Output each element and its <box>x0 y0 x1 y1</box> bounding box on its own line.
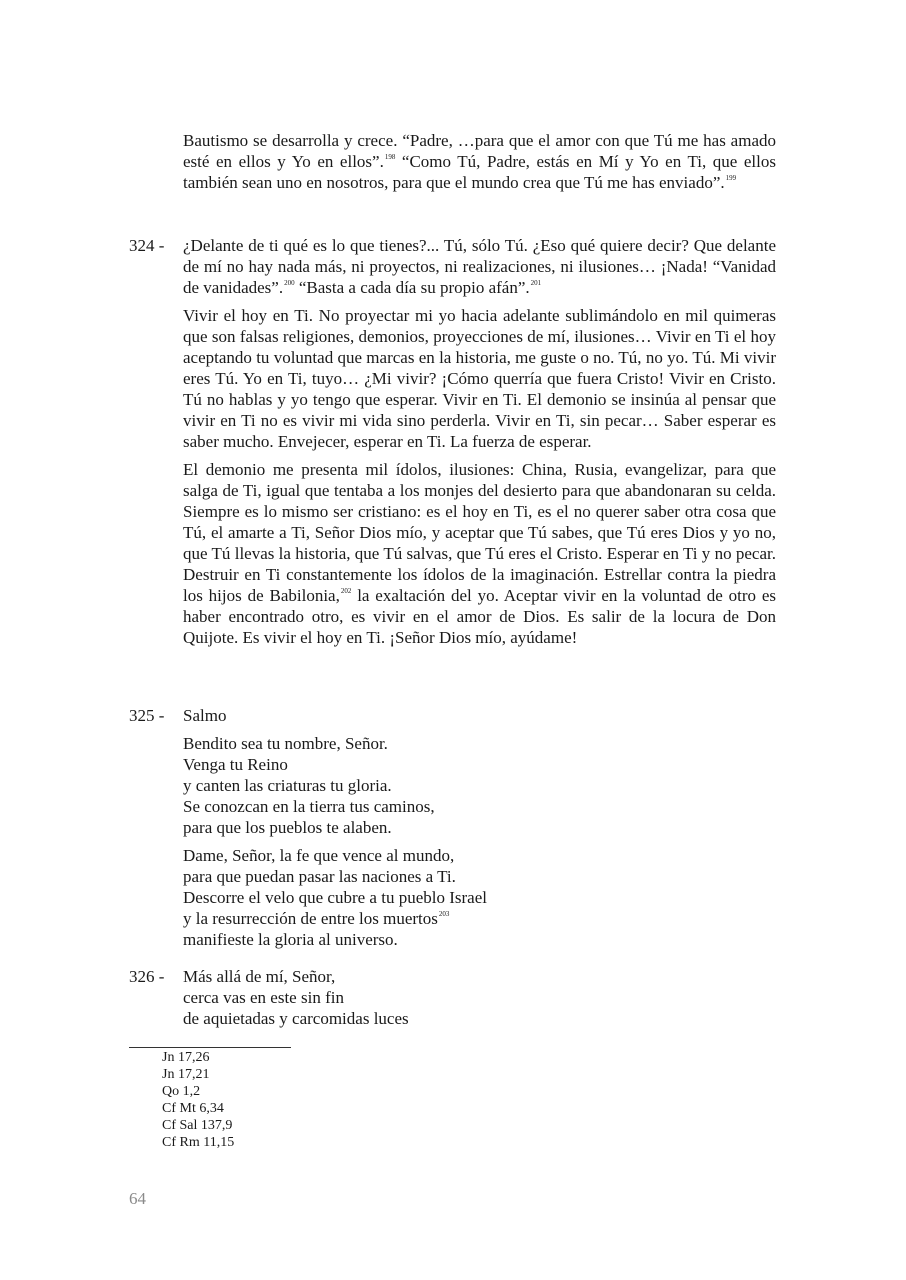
verse-line: y canten las criaturas tu gloria. <box>183 776 392 795</box>
intro-paragraph: Bautismo se desarrolla y crece. “Padre, …para que el amor con que Tú me has amado esté en ellos y Yo en ellos”.$^{198}$ “Como Tú, Padre, estás en Mí y Yo en Ti, que ellos también sean uno en nosotros, para que el mundo crea que Tú me has enviado”.$^{199}$ <box>183 131 776 192</box>
footnote-ref-199[interactable]: 199 <box>725 174 737 182</box>
verse-line: Bendito sea tu nombre, Señor. <box>183 734 388 753</box>
verse-line: para que los pueblos te alaben. <box>183 818 392 837</box>
footnote-ref-200[interactable]: 200 <box>284 279 295 287</box>
verse-line: cerca vas en este sin fin <box>183 988 344 1007</box>
verse-line: Descorre el velo que cubre a tu pueblo Israel <box>183 888 487 907</box>
verse-line: Más allá de mí, Señor, <box>183 967 336 986</box>
psalm-title: Salmo <box>183 706 227 725</box>
verse-line: Se conozcan en la tierra tus caminos, <box>183 797 435 816</box>
psalm-stanza-2 <box>183 845 776 950</box>
section-number: 324 - <box>129 236 165 255</box>
verse-line: Dame, Señor, la fe que vence al mundo, <box>183 846 455 865</box>
intro-block <box>129 130 776 193</box>
poem-lines <box>183 966 776 1029</box>
verse-line: Venga tu Reino <box>183 755 288 774</box>
footnote-ref-202[interactable]: 202 <box>340 587 352 595</box>
section-number: 325 - <box>129 706 165 725</box>
section-324 <box>129 235 776 648</box>
footnote-item: Cf Sal 137,9 <box>162 1118 233 1133</box>
footnotes <box>162 1049 234 1151</box>
footnote-item: Qo 1,2 <box>162 1084 201 1099</box>
footnote-ref-201[interactable]: 201 <box>530 279 542 287</box>
verse-line: para que puedan pasar las naciones a Ti. <box>183 867 456 886</box>
verse-line: de aquietadas y carcomidas luces <box>183 1009 409 1028</box>
footnote-divider <box>129 1047 291 1048</box>
footnote-item: Jn 17,26 <box>162 1050 210 1065</box>
footnote-item: Cf Mt 6,34 <box>162 1101 224 1116</box>
footnote-item: Jn 17,21 <box>162 1067 210 1082</box>
section-324-paragraph-2: Vivir el hoy en Ti. No proyectar mi yo hacia adelante sublimándolo en mil quimeras que son falsas religiones, demonios, proyecciones de mí, ilusiones… Vivir en Ti el hoy aceptando tu voluntad que marcas en la historia, me guste o no. Tú, no yo. Tú. Mi vivir eres Tú. Yo en Ti, tuyo… ¿Mi vivir? ¡Cómo querría que fuera Cristo! Vivir en Cristo. Tú no hablas y yo tengo que esperar. Vivir en Ti. El demonio se insinúa al pensar que vivir en Ti no es vivir mi vida sino perderla. Vivir en Ti, sin pecar… Saber esperar es saber mucho. Envejecer, esperar en Ti. La fuerza de esperar. <box>183 306 776 451</box>
footnote-ref-203[interactable]: 203 <box>438 910 450 918</box>
verse-line: manifieste la gloria al universo. <box>183 930 398 949</box>
section-326 <box>129 966 776 1029</box>
psalm-stanza-1 <box>183 733 776 838</box>
section-324-paragraph-1: ¿Delante de ti qué es lo que tienes?... Tú, sólo Tú. ¿Eso qué quiere decir? Que delante de mí no hay nada más, ni proyectos, ni realizaciones, ni ilusiones… ¡Nada! “Vanidad de vanidades”.$^{200}$ “Basta a cada día su propio afán”.$^{201}$ <box>183 236 776 297</box>
verse-line: y la resurrección de entre los muertos$^{203}$ <box>183 909 450 928</box>
footnote-item: Cf Rm 11,15 <box>162 1135 235 1150</box>
section-number: 326 - <box>129 967 165 986</box>
page-number: 64 <box>129 1189 146 1208</box>
section-325 <box>129 705 776 950</box>
footnote-ref-198[interactable]: 198 <box>384 153 396 161</box>
section-324-paragraph-3: El demonio me presenta mil ídolos, ilusiones: China, Rusia, evangelizar, para que salga de Ti, igual que tentaba a los monjes del desierto para que abandonaran su celda. Siempre es lo mismo ser cristiano: es el hoy en Ti, es el no querer saber otra cosa que Tú, el amarte a Ti, Señor Dios mío, y aceptar que Tú sabes, que Tú eres Dios y yo no, que Tú llevas la historia, que Tú salvas, que Tú eres el Cristo. Esperar en Ti y no pecar. Destruir en Ti constantemente los ídolos de la imaginación. Estrellar contra la piedra los hijos de Babilonia,$^{202}$ la exaltación del yo. Aceptar vivir en la voluntad de otro es haber encontrado otro, es vivir en el amor de Dios. Es salir de la locura de Don Quijote. Es vivir el hoy en Ti. ¡Señor Dios mío, ayúdame! <box>183 460 776 647</box>
